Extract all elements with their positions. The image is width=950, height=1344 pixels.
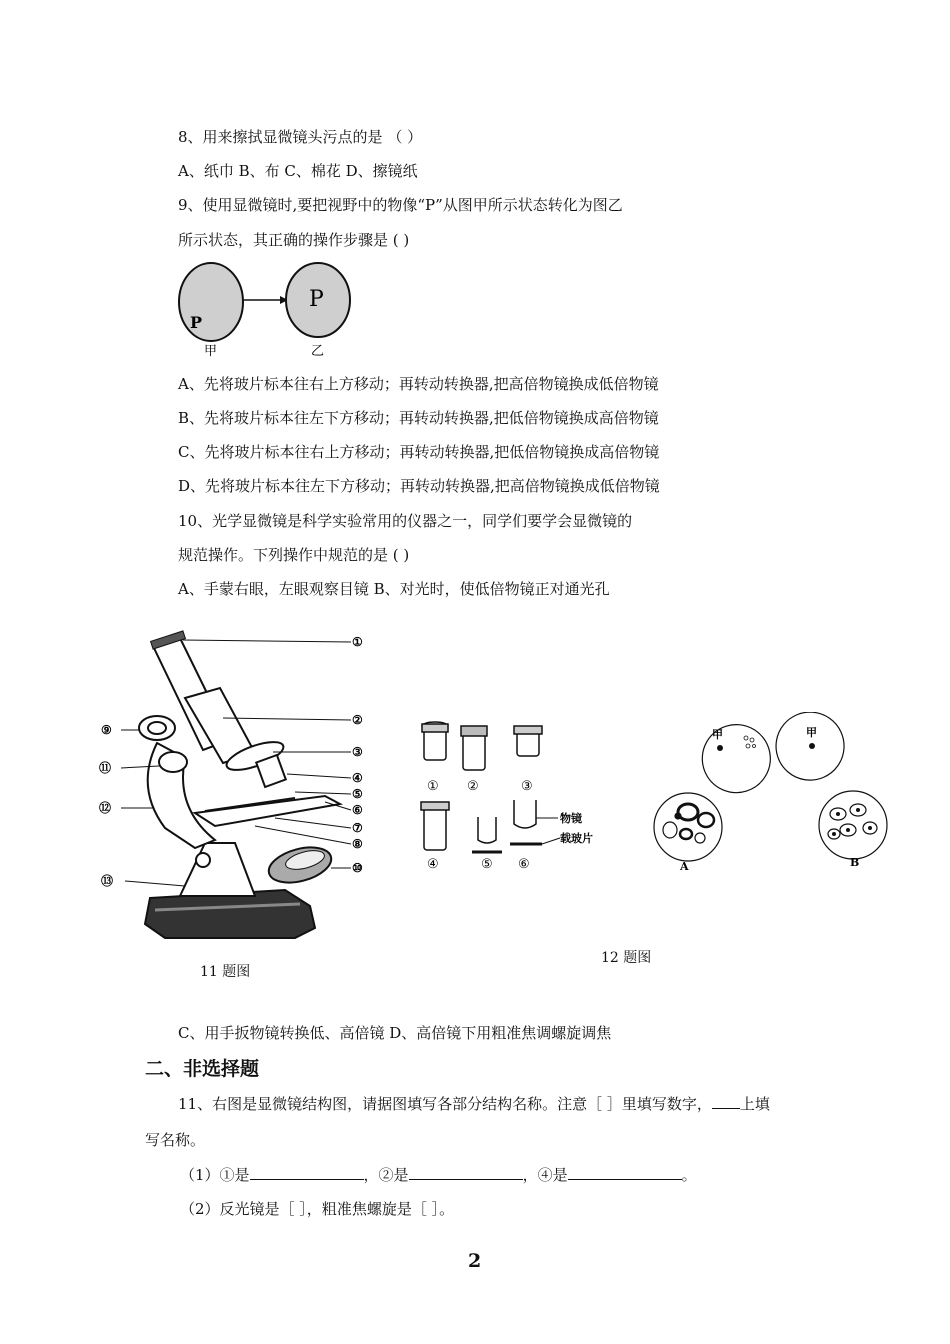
q9-option-d: D、先将玻片标本往左下方移动；再转动转换器,把高倍物镜换成低倍物镜 — [178, 477, 660, 495]
microscope-pillar — [180, 843, 255, 896]
q11-sub1-b: ，②是 — [363, 1166, 409, 1184]
q11-stem — [178, 1093, 770, 1114]
microscope-base — [145, 890, 315, 938]
lens-3-label: ③ — [521, 779, 533, 794]
q10-stem-line1: 10、光学显微镜是科学实验常用的仪器之一，同学们要学会显微镜的 — [178, 512, 633, 530]
microscope-stage — [195, 796, 340, 826]
callout-11: ⑪ — [99, 761, 112, 775]
view-figure — [648, 712, 898, 872]
lens-5-label: ⑤ — [481, 857, 493, 872]
q8-stem: 8、用来擦拭显微镜头污点的是 （ ） — [178, 128, 423, 146]
view-field-jia — [179, 263, 243, 341]
slide-label: 载玻片 — [560, 832, 593, 845]
q11-stem-line2: 写名称。 — [145, 1131, 206, 1149]
figure11-caption: 11 题图 — [200, 964, 251, 980]
cell-label-a: A — [680, 860, 689, 872]
answer-blank-2[interactable] — [409, 1165, 523, 1180]
lens-1-label: ① — [427, 779, 439, 794]
callout-5: ⑤ — [352, 787, 363, 801]
q10-stem-line2: 规范操作。下列操作中规范的是 ( ) — [178, 546, 410, 564]
callout-13: ⑬ — [101, 874, 114, 888]
q9-option-c: C、先将玻片标本往右上方移动；再转动转换器,把低倍物镜换成高倍物镜 — [178, 443, 660, 461]
q9-stem-line1: 9、使用显微镜时,要把视野中的物像“P”从图甲所示状态转化为图乙 — [178, 196, 623, 214]
q11-stem-part1: 11、右图是显微镜结构图，请据图填写各部分结构名称。注意［ ］里填写数字， — [178, 1095, 712, 1113]
section-heading: 二、非选择题 — [145, 1058, 260, 1080]
callout-2: ② — [352, 713, 363, 727]
label-jia: 甲 — [204, 344, 218, 359]
q9-stem-line2: 所示状态，其正确的操作步骤是 ( ) — [178, 231, 410, 249]
label-yi: 乙 — [311, 344, 325, 359]
q11-stem-part2: 上填 — [739, 1095, 770, 1113]
q11-sub1 — [180, 1164, 697, 1185]
letter-p-small: P — [190, 313, 203, 332]
callout-3: ③ — [352, 745, 363, 759]
objective-label: 物镜 — [560, 812, 582, 825]
q9-option-b: B、先将玻片标本往左下方移动；再转动转换器,把低倍物镜换成高倍物镜 — [178, 409, 659, 427]
lens-4-label: ④ — [427, 857, 439, 872]
cell-label-b: B — [850, 856, 860, 869]
callout-10: ⑩ — [352, 861, 363, 875]
q11-sub1-a: （1）①是 — [180, 1166, 250, 1184]
q11-sub1-c: ，④是 — [522, 1166, 568, 1184]
lens-2-label: ② — [467, 779, 479, 794]
callout-7: ⑦ — [352, 821, 363, 835]
q9-option-a: A、先将玻片标本往右上方移动；再转动转换器,把高倍物镜换成低倍物镜 — [178, 375, 659, 393]
q8-options: A、纸巾 B、布 C、棉花 D、擦镜纸 — [178, 162, 418, 180]
q10-options-cd: C、用手扳物镜转换低、高倍镜 D、高倍镜下用粗准焦调螺旋调焦 — [178, 1024, 612, 1042]
q11-example-blank — [712, 1094, 740, 1109]
callout-1: ① — [352, 635, 363, 649]
figure12-caption: 12 题图 — [601, 950, 652, 966]
microscope-figure — [95, 628, 385, 943]
q11-sub2: （2）反光镜是［ ］，粗准焦螺旋是［ ］。 — [180, 1200, 455, 1218]
q9-figure — [172, 258, 362, 360]
answer-blank-4[interactable] — [568, 1165, 682, 1180]
view-label-jia-1: 甲 — [712, 728, 723, 741]
callout-9: ⑨ — [101, 723, 112, 737]
answer-blank-1[interactable] — [250, 1165, 364, 1180]
callout-8: ⑧ — [352, 837, 363, 851]
callout-12: ⑫ — [99, 801, 112, 815]
lens-figure — [410, 712, 610, 877]
view-label-jia-2: 甲 — [806, 726, 817, 739]
q10-options-ab: A、手蒙右眼，左眼观察目镜 B、对光时，使低倍物镜正对通光孔 — [178, 580, 610, 598]
page-number: 2 — [468, 1250, 482, 1272]
q11-sub1-end: 。 — [681, 1166, 697, 1184]
callout-6: ⑥ — [352, 803, 363, 817]
lens-6-label: ⑥ — [518, 857, 530, 872]
letter-p-large: P — [309, 287, 324, 312]
callout-4: ④ — [352, 771, 363, 785]
